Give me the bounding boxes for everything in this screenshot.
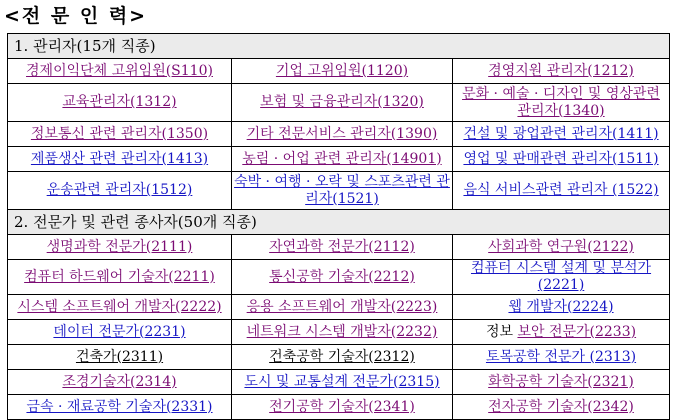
table-row (8, 295, 670, 320)
occupation-table-body (8, 34, 670, 420)
occupation-cell (232, 84, 453, 122)
table-row (8, 59, 670, 84)
occupation-link[interactable]: 전기공학 기술자(2341) (269, 398, 415, 415)
occupation-cell (453, 122, 670, 147)
occupation-link[interactable]: 생명과학 전문가(2111) (46, 238, 193, 255)
occupation-link[interactable]: 웹 개발자(2224) (508, 298, 614, 315)
occupation-cell (8, 260, 232, 295)
occupation-link[interactable]: 경영지원 관리자(1212) (488, 62, 634, 79)
occupation-link[interactable]: 자연과학 전문가(2112) (269, 238, 415, 255)
occupation-cell (453, 59, 670, 84)
occupation-link[interactable]: 영업 및 판매관련 관리자(1511) (463, 150, 659, 167)
occupation-link[interactable]: 시스템 소프트웨어 개발자(2222) (17, 298, 222, 315)
occupation-link[interactable]: 기타 전문서비스 관리자(1390) (246, 125, 438, 142)
section-header-row (8, 34, 670, 59)
occupation-cell (232, 345, 453, 370)
occupation-link[interactable]: 기업 고위임원(1120) (275, 62, 409, 79)
occupation-cell (232, 59, 453, 84)
occupation-cell (232, 172, 453, 210)
occupation-label: 건축가(2311) (75, 348, 164, 365)
occupation-cell (453, 320, 670, 345)
occupation-link[interactable]: 교육관리자(1312) (62, 94, 177, 110)
occupation-link[interactable]: 금속 · 재료공학 기술자(2331) (26, 398, 213, 415)
occupation-cell (8, 172, 232, 210)
occupation-link[interactable]: 건설 및 광업관련 관리자(1411) (463, 125, 659, 142)
occupation-cell (453, 235, 670, 260)
occupation-link[interactable]: 정보통신 관련 관리자(1350) (30, 125, 209, 142)
occupation-cell (8, 235, 232, 260)
table-row (8, 122, 670, 147)
occupation-cell (232, 260, 453, 295)
occupation-cell (8, 122, 232, 147)
table-row (8, 172, 670, 210)
table-row (8, 147, 670, 172)
occupation-link[interactable]: 농림 · 어업 관련 관리자(14901) (242, 150, 442, 167)
occupation-cell (8, 345, 232, 370)
section-header-row (8, 210, 670, 235)
occupation-link[interactable]: 도시 및 교통설계 전문가(2315) (244, 373, 440, 390)
occupation-cell (232, 395, 453, 420)
occupation-cell (453, 147, 670, 172)
occupation-link[interactable]: 문화 · 예술 · 디자인 및 영상관련 관리자(1340) (462, 85, 660, 119)
occupation-link[interactable]: 응용 소프트웨어 개발자(2223) (246, 298, 438, 315)
occupation-label (486, 324, 636, 340)
occupation-link[interactable]: 보안 전문가(2233) (517, 323, 637, 340)
occupation-label: 건축공학 기술자(2312) (269, 348, 415, 365)
occupation-link[interactable]: 음식 서비스관련 관리자 (1522) (463, 182, 659, 198)
occupation-link[interactable]: 토목공학 전문가 (2313) (485, 348, 637, 365)
occupation-link[interactable]: 네트워크 시스템 개발자(2232) (246, 323, 438, 340)
occupation-label-prefix: 정보 (485, 323, 518, 340)
occupation-cell (8, 59, 232, 84)
page-title: <전 문 인 력> (4, 5, 148, 27)
occupation-cell (453, 345, 670, 370)
occupation-cell (453, 84, 670, 122)
occupation-cell (232, 370, 453, 395)
occupation-table (7, 33, 670, 420)
occupation-link[interactable]: 운송관련 관리자(1512) (46, 182, 193, 198)
occupation-cell (8, 147, 232, 172)
occupation-link[interactable]: 전자공학 기술자(2342) (488, 398, 634, 415)
occupation-link[interactable]: 통신공학 기술자(2212) (269, 268, 415, 285)
occupation-link[interactable]: 컴퓨터 하드웨어 기술자(2211) (24, 268, 215, 285)
occupation-link[interactable]: 화학공학 기술자(2321) (488, 373, 634, 390)
section-heading: 2. 전문가 및 관련 종사자(50개 직종) (8, 210, 670, 235)
table-row (8, 370, 670, 395)
occupation-cell (232, 320, 453, 345)
occupation-cell (8, 320, 232, 345)
occupation-cell (453, 260, 670, 295)
occupation-cell (8, 395, 232, 420)
table-row (8, 320, 670, 345)
table-row (8, 235, 670, 260)
table-row (8, 395, 670, 420)
occupation-cell (8, 295, 232, 320)
occupation-cell (453, 395, 670, 420)
occupation-link[interactable]: 사회과학 연구원(2122) (488, 238, 634, 255)
occupation-cell (8, 84, 232, 122)
section-heading: 1. 관리자(15개 직종) (8, 34, 670, 59)
occupation-link[interactable]: 보험 및 금융관리자(1320) (260, 94, 424, 110)
occupation-cell (8, 370, 232, 395)
occupation-link[interactable]: 제품생산 관련 관리자(1413) (30, 150, 209, 167)
table-row (8, 260, 670, 295)
occupation-link[interactable]: 조경기술자(2314) (62, 373, 177, 390)
occupation-cell (232, 147, 453, 172)
table-row (8, 345, 670, 370)
occupation-link[interactable]: 경제이익단체 고위임원(S110) (26, 62, 213, 79)
occupation-cell (453, 172, 670, 210)
occupation-cell (232, 295, 453, 320)
occupation-cell (453, 370, 670, 395)
table-row (8, 84, 670, 122)
occupation-link[interactable]: 숙박 · 여행 · 오락 및 스포츠관련 관리자(1521) (234, 173, 450, 207)
occupation-cell (453, 295, 670, 320)
occupation-link[interactable]: 데이터 전문가(2231) (53, 323, 186, 340)
occupation-link[interactable]: 컴퓨터 시스템 설계 및 분석가(2221) (470, 260, 652, 293)
occupation-cell (232, 235, 453, 260)
occupation-cell (232, 122, 453, 147)
